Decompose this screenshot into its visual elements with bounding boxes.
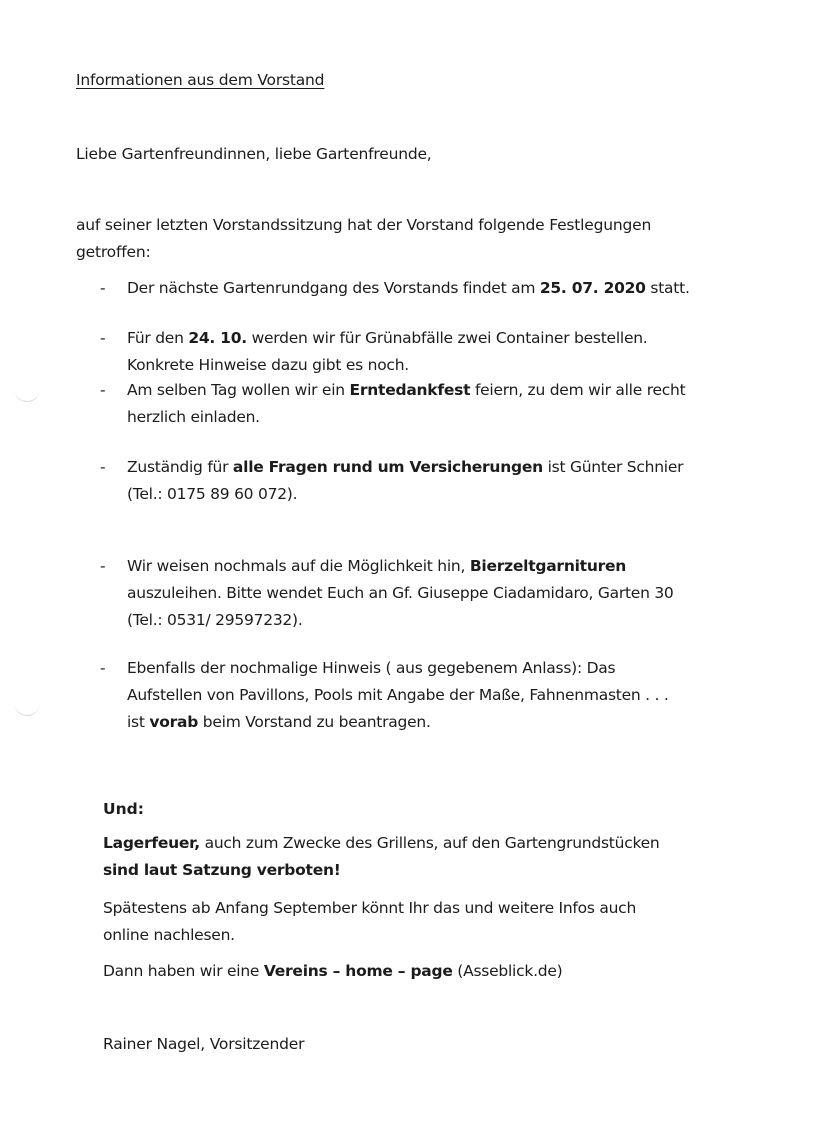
item-text: statt. — [645, 279, 690, 297]
bullet-dash: - — [100, 381, 106, 399]
list-item — [100, 655, 720, 736]
lagerfeuer-emphasis: Lagerfeuer, — [103, 834, 200, 852]
item-emphasis: Bierzeltgarnituren — [469, 557, 627, 575]
document-title: Informationen aus dem Vorstand — [76, 71, 325, 89]
list-item-text — [127, 325, 720, 379]
greeting: Liebe Gartenfreundinnen, liebe Gartenfreunde, — [76, 145, 432, 163]
intro-paragraph — [76, 212, 716, 266]
item-line — [127, 325, 720, 352]
intro-line-1: auf seiner letzten Vorstandssitzung hat der Vorstand folgende Festlegungen — [76, 216, 652, 234]
spaetestens-line-2: online nachlesen. — [103, 926, 235, 944]
homepage-emphasis: Vereins – home – page — [263, 962, 453, 980]
list-item-text — [127, 377, 720, 431]
list-item — [100, 325, 720, 379]
list-item-text — [127, 655, 720, 736]
homepage-url: (Asseblick.de) — [452, 962, 563, 980]
bullet-dash: - — [100, 659, 106, 677]
item-text: feiern, zu dem wir alle recht — [470, 381, 686, 399]
list-item-text — [127, 553, 720, 634]
item-text: werden wir für Grünabfälle zwei Container bestellen. — [246, 329, 648, 347]
homepage-text: Dann haben wir eine — [103, 962, 264, 980]
item-date: 24. 10. — [188, 329, 247, 347]
lagerfeuer-warning: sind laut Satzung verboten! — [103, 861, 341, 879]
punch-hole-mark — [14, 387, 40, 402]
item-line — [127, 553, 720, 580]
bullet-dash: - — [100, 279, 106, 297]
list-item-text — [127, 454, 720, 508]
item-line: Konkrete Hinweise dazu gibt es noch. — [127, 356, 409, 374]
spaetestens-paragraph — [103, 895, 723, 949]
item-line: (Tel.: 0531/ 29597232). — [127, 611, 303, 629]
item-text: ist Günter Schnier — [542, 458, 684, 476]
item-line: auszuleihen. Bitte wendet Euch an Gf. Giuseppe Ciadamidaro, Garten 30 — [127, 584, 674, 602]
item-line: (Tel.: 0175 89 60 072). — [127, 485, 298, 503]
spaetestens-line-1: Spätestens ab Anfang September könnt Ihr das und weitere Infos auch — [103, 899, 637, 917]
list-item — [100, 275, 720, 302]
lagerfeuer-line-1 — [103, 830, 723, 857]
item-emphasis: alle Fragen rund um Versicherungen — [232, 458, 543, 476]
item-text: ist — [127, 713, 150, 731]
list-item — [100, 553, 720, 634]
list-item-text — [127, 275, 720, 302]
item-text: Wir weisen nochmals auf die Möglichkeit hin, — [127, 557, 470, 575]
lagerfeuer-paragraph — [103, 830, 723, 884]
item-text: Zuständig für — [127, 458, 233, 476]
list-item — [100, 377, 720, 431]
item-line — [127, 709, 720, 736]
item-text: Am selben Tag wollen wir ein — [127, 381, 350, 399]
item-line: Aufstellen von Pavillons, Pools mit Angabe der Maße, Fahnenmasten . . . — [127, 686, 669, 704]
signature: Rainer Nagel, Vorsitzender — [103, 1035, 305, 1053]
item-line — [127, 377, 720, 404]
homepage-paragraph — [103, 958, 723, 985]
list-item — [100, 454, 720, 508]
item-text: Der nächste Gartenrundgang des Vorstands findet am — [127, 279, 540, 297]
item-emphasis: vorab — [149, 713, 199, 731]
und-heading: Und: — [103, 800, 144, 818]
punch-hole-mark — [14, 701, 40, 716]
item-line: Ebenfalls der nochmalige Hinweis ( aus gegebenem Anlass): Das — [127, 659, 616, 677]
item-emphasis: Erntedankfest — [349, 381, 471, 399]
item-text: Für den — [127, 329, 189, 347]
lagerfeuer-line-2 — [103, 857, 723, 884]
intro-line-2: getroffen: — [76, 243, 151, 261]
item-line — [127, 454, 720, 481]
bullet-dash: - — [100, 329, 106, 347]
bullet-dash: - — [100, 557, 106, 575]
bullet-dash: - — [100, 458, 106, 476]
lagerfeuer-text: auch zum Zwecke des Grillens, auf den Gartengrundstücken — [199, 834, 660, 852]
item-line: herzlich einladen. — [127, 408, 260, 426]
item-text: beim Vorstand zu beantragen. — [198, 713, 431, 731]
item-date: 25. 07. 2020 — [539, 279, 646, 297]
